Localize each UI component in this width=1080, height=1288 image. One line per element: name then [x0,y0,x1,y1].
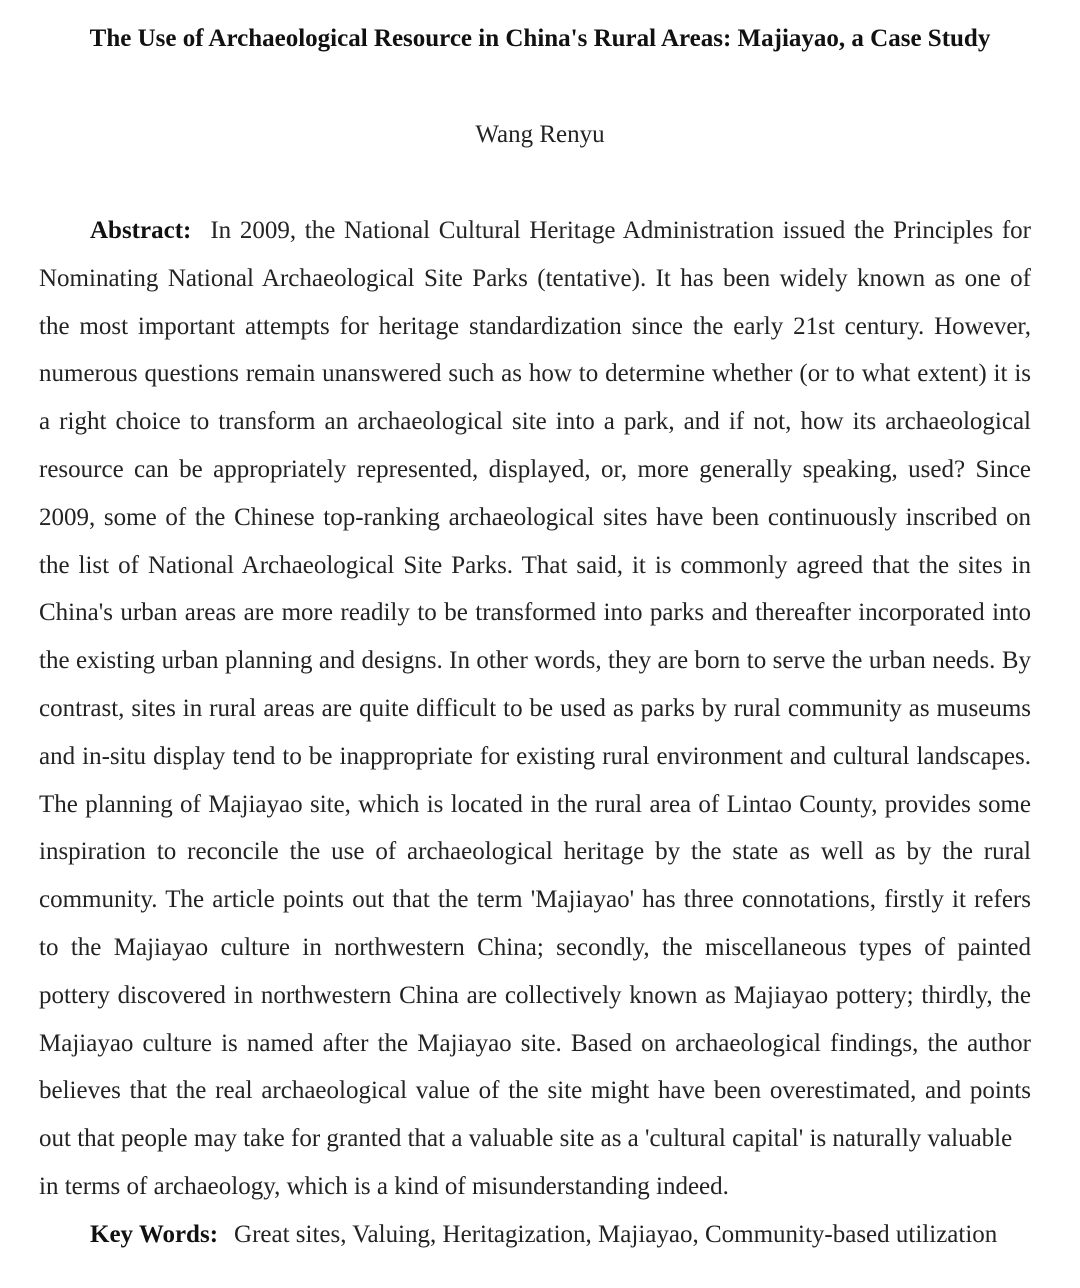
abstract-line: 2009, some of the Chinese top-ranking archaeological sites have been continuously inscribed on [39,503,1031,531]
abstract-line: The planning of Majiayao site, which is located in the rural area of Lintao County, provides some [39,790,1031,818]
abstract-line: to the Majiayao culture in northwestern China; secondly, the miscellaneous types of painted [39,933,1031,961]
abstract-line: in terms of archaeology, which is a kind of misunderstanding indeed. [39,1172,729,1200]
abstract-line: the existing urban planning and designs. In other words, they are born to serve the urban needs. By [39,647,1031,675]
abstract-line: inspiration to reconcile the use of archaeological heritage by the state as well as by the rural [39,838,1031,866]
abstract-line [39,207,1031,255]
abstract-line: Majiayao culture is named after the Majiayao site. Based on archaeological findings, the author [39,1029,1031,1057]
abstract-section [39,207,1031,1259]
abstract-line: community. The article points out that the term 'Majiayao' has three connotations, firstly it refers [39,886,1031,914]
abstract-line: resource can be appropriately represented, displayed, or, more generally speaking, used? Since [39,455,1031,483]
abstract-line: the most important attempts for heritage standardization since the early 21st century. However, [39,312,1031,340]
abstract-line: the list of National Archaeological Site Parks. That said, it is commonly agreed that the sites in [39,551,1031,579]
abstract-line: Nominating National Archaeological Site Parks (tentative). It has been widely known as one of [39,264,1031,292]
abstract-line: out that people may take for granted that a valuable site as a 'cultural capital' is naturally valuable [39,1125,1013,1153]
abstract-label: Abstract: [90,217,192,244]
keywords-text: Great sites, Valuing, Heritagization, Majiayao, Community-based utilization [234,1220,998,1248]
keywords-label: Key Words: [90,1220,219,1248]
keywords-section [39,1211,1031,1259]
abstract-line: China's urban areas are more readily to be transformed into parks and thereafter incorporated into [39,599,1031,627]
abstract-line: pottery discovered in northwestern China are collectively known as Majiayao pottery; thirdly, the [39,981,1031,1009]
abstract-line-text: In 2009, the National Cultural Heritage Administration issued the Principles for [210,217,1031,244]
abstract-line: believes that the real archaeological value of the site might have been overestimated, and points [39,1077,1031,1105]
paper-title: The Use of Archaeological Resource in China's Rural Areas: Majiayao, a Case Study [89,25,991,52]
abstract-line: a right choice to transform an archaeological site into a park, and if not, how its archaeological [39,408,1031,436]
abstract-line: and in-situ display tend to be inappropriate for existing rural environment and cultural landscapes. [39,742,1031,770]
abstract-line: numerous questions remain unanswered such as how to determine whether (or to what extent) it is [39,360,1031,388]
abstract-line: contrast, sites in rural areas are quite difficult to be used as parks by rural community as museums [39,694,1031,722]
author-name: Wang Renyu [475,121,605,148]
